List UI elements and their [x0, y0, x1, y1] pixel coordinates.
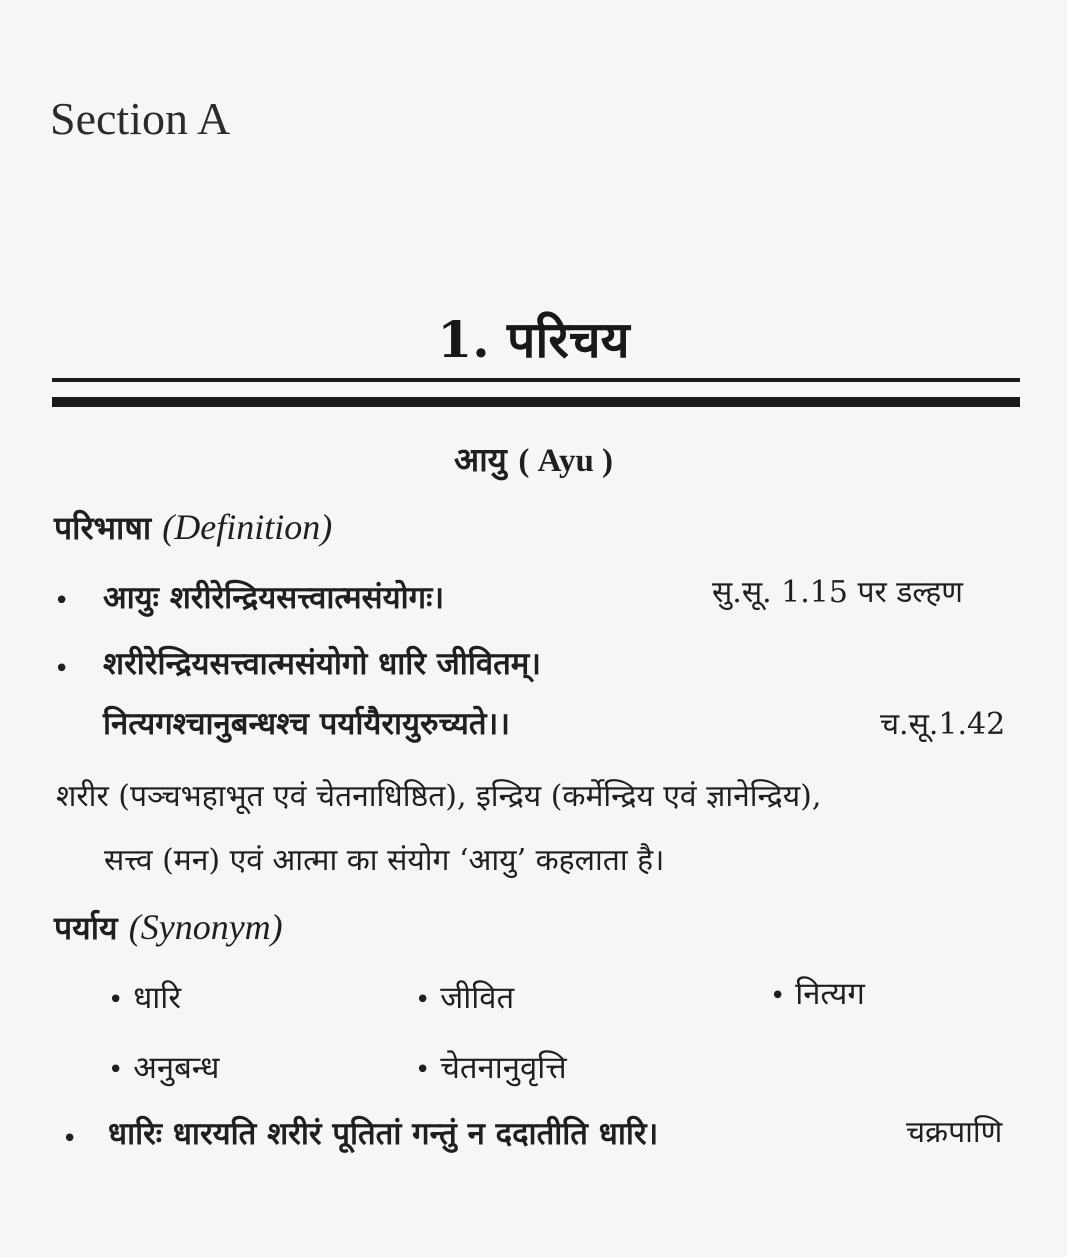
- definition-heading: [54, 506, 332, 549]
- dhari-reference: चक्रपाणि: [906, 1115, 1003, 1150]
- topic-hindi: आयु: [453, 440, 507, 479]
- bullet-icon: •: [62, 1124, 78, 1154]
- bullet-icon: •: [54, 654, 70, 684]
- explanation-line-2: सत्त्व (मन) एवं आत्मा का संयोग ‘आयु’ कहलाता है।: [104, 843, 665, 878]
- verse-2-line-2: नित्यगश्चानुबन्धश्च पर्यायैरायुरुच्यते।।: [103, 706, 511, 742]
- topic-subheading: [0, 436, 1067, 481]
- synonym-heading-en: (Synonym): [128, 907, 283, 947]
- verse-1-reference: सु.सू. 1.15 पर डल्हण: [712, 575, 963, 610]
- verse-2-reference: च.सू.1.42: [880, 707, 1006, 742]
- verse-2-line-1: शरीरेन्द्रियसत्त्वात्मसंयोगो धारि जीवितम्।: [103, 646, 542, 682]
- explanation-line-1: शरीर (पञ्चभहाभूत एवं चेतनाधिष्ठित), इन्द्रिय (कर्मेन्द्रिय एवं ज्ञानेन्द्रिय),: [56, 779, 822, 814]
- topic-latin: ( Ayu ): [518, 443, 614, 479]
- dhari-definition: धारिः धारयति शरीरं पूतितां गन्तुं न ददातीति धारि।: [108, 1116, 659, 1152]
- synonym-item: • अनुबन्ध: [108, 1050, 220, 1086]
- synonym-item: • नित्यग: [770, 976, 865, 1012]
- bullet-icon: •: [54, 586, 70, 616]
- bullet-icon: •: [108, 1055, 124, 1085]
- definition-heading-en: (Definition): [162, 507, 333, 547]
- title-divider-thick: [52, 397, 1020, 407]
- title-divider-thin: [52, 378, 1020, 382]
- verse-1: आयुः शरीरेन्द्रियसत्त्वात्मसंयोगः।: [103, 580, 445, 616]
- chapter-title: 1. परिचय: [437, 310, 630, 369]
- synonym-heading-hindi: पर्याय: [54, 909, 118, 947]
- bullet-icon: •: [415, 985, 431, 1015]
- bullet-icon: •: [415, 1055, 431, 1085]
- bullet-icon: •: [770, 981, 786, 1011]
- bullet-icon: •: [108, 985, 124, 1015]
- synonym-heading: [54, 906, 283, 949]
- synonym-item: • धारि: [108, 980, 182, 1016]
- definition-heading-hindi: परिभाषा: [54, 509, 152, 547]
- synonym-item: • चेतनानुवृत्ति: [415, 1050, 567, 1086]
- section-label: Section A: [50, 93, 231, 144]
- synonym-item: • जीवित: [415, 980, 515, 1016]
